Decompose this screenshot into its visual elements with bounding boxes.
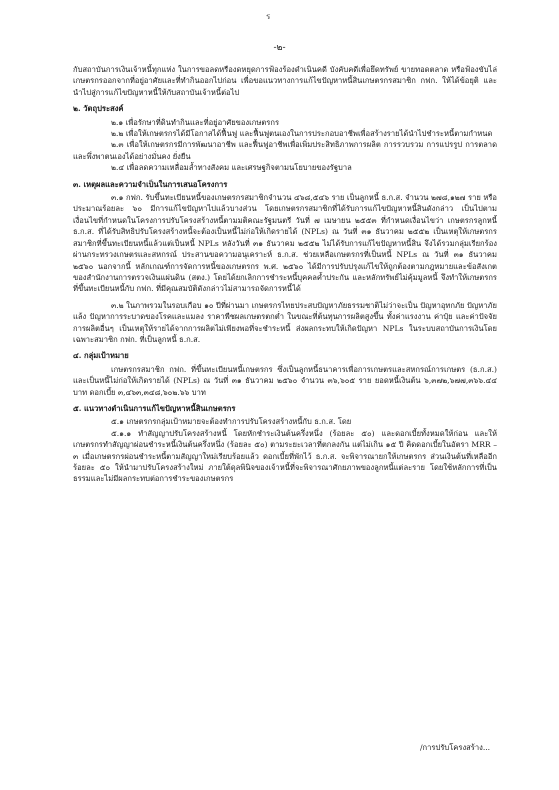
approach-5-1: ๕.๑ เกษตรกรกลุ่มเป้าหมายจะต้องทำการปรับโครงสร้างหนี้กับ ธ.ก.ส. โดย <box>111 417 352 427</box>
section-4-heading: ๔. กลุ่มเป้าหมาย <box>73 351 129 361</box>
objective-2-3: ๒.๓ เพื่อให้เกษตรกรมีการพัฒนาอาชีพ และฟื้นฟูอาชีพเพื่อเพิ่มประสิทธิภาพการผลิต การรวบรวม การแปรรูป การตลาด และพึ่งพาตนเองได้อย่างมั่นคง ยั่งยืน <box>73 140 497 161</box>
approach-5-1-1: ๕.๑.๑ ทำสัญญาปรับโครงสร้างหนี้ โดยหักชำระเงินต้นครึ่งหนึ่ง (ร้อยละ ๕๐) และดอกเบี้ยทั้งหมดให้ก่อน และให้เกษตรกรทำสัญญาผ่อนชำระหนี้เงินต้นครึ่งหนึ่ง (ร้อยละ ๕๐) ตามระยะเวลาที่ตกลงกัน แต่ไม่เกิน ๑๕ ปี คิดดอกเบี้ยในอัตรา MRR – ๓ เมื่อเกษตรกรผ่อนชำระหนี้ตามสัญญาใหม่เรียบร้อยแล้ว ดอกเบี้ยที่พักไว้ ธ.ก.ส. จะพิจารณายกให้เกษตรกร ส่วนเงินต้นที่เหลืออีกร้อยละ ๕๐ ให้นำมาปรับโครงสร้างใหม่ ภายใต้ดุลพินิจของเจ้าหนี้ที่จะพิจารณาศักยภาพของลูกหนี้แต่ละราย โดยใช้หลักการที่เป็นธรรมและไม่มีผลกระทบต่อการชำระของเกษตรกร <box>73 428 497 484</box>
objective-2-2: ๒.๒ เพื่อให้เกษตรกรได้มีโอกาสได้ฟื้นฟู และฟื้นฟูตนเองในการประกอบอาชีพเพื่อสร้างรายได้นำไปชำระหนี้ตามกำหนด <box>111 129 493 139</box>
objective-2-1: ๒.๑ เพื่อรักษาที่ดินทำกินและที่อยู่อาศัยของเกษตรกร <box>111 117 280 127</box>
continuation-text: /การปรับโครงสร้าง... <box>420 743 491 752</box>
reason-3-1: ๓.๑ กฟก. รับขึ้นทะเบียนหนี้ของเกษตรกรสมาชิกจำนวน ๔๖๘,๕๔๖ ราย เป็นลูกหนี้ ธ.ก.ส. จำนวน ๒๗๘,๑๒๗ ราย หรือประมาณร้อยละ ๖๐ มีการแก้ไขปัญหาไปแล้วบางส่วน โดยเกษตรกรสมาชิกที่ได้รับการแก้ไขปัญหาหนี้สินดังกล่าว เป็นไปตามเงื่อนไขที่กำหนดในโครงการปรับโครงสร้างหนี้ตามมติคณะรัฐมนตรี วันที่ ๗ เมษายน ๒๕๕๓ ที่กำหนดเงื่อนไขว่า เกษตรกรลูกหนี้ ธ.ก.ส. ที่ได้รับสิทธิปรับโครงสร้างหนี้จะต้องเป็นหนี้ไม่ก่อให้เกิดรายได้ (NPLs) ณ วันที่ ๓๑ ธันวาคม ๒๕๕๒ เป็นเหตุให้เกษตรกรสมาชิกที่ขึ้นทะเบียนหนี้แล้วแต่เป็นหนี้ NPLs หลังวันที่ ๓๑ ธันวาคม ๒๕๕๒ ไม่ได้รับการแก้ไขปัญหาหนี้สิน จึงได้รวมกลุ่มเรียกร้องผ่านกระทรวงเกษตรและสหกรณ์ ประสานขอความอนุเคราะห์ ธ.ก.ส. ช่วยเหลือเกษตรกรที่เป็นหนี้ NPLs ณ วันที่ ๓๑ ธันวาคม ๒๕๖๐ นอกจากนี้ หลักเกณฑ์การจัดการหนี้ของเกษตรกร พ.ศ. ๒๕๖๐ ได้มีการปรับปรุงแก้ไขให้ถูกต้องตามกฎหมายและข้อสังเกตของสำนักงานการตรวจเงินแผ่นดิน (สตง.) โดยได้ยกเลิกการชำระหนี้บุคคลค้ำประกัน และหลักทรัพย์ไม่คุ้มมูลหนี้ จึงทำให้เกษตรกรที่ขึ้นทะเบียนหนี้กับ กฟก. ที่มีคุณสมบัติดังกล่าวไม่สามารถจัดการหนี้ได้ <box>73 193 497 294</box>
page-mark: ร <box>266 12 271 21</box>
section-2-heading: ๒. วัตถุประสงค์ <box>73 104 124 114</box>
page-number: -๒- <box>273 43 286 53</box>
objective-2-4: ๒.๔ เพื่อลดความเหลื่อมล้ำทางสังคม และเศรษฐกิจตามนโยบายของรัฐบาล <box>111 163 352 173</box>
target-group-text: เกษตรกรสมาชิก กฟก. ที่ขึ้นทะเบียนหนี้เกษตรกร ซึ่งเป็นลูกหนี้ธนาคารเพื่อการเกษตรและสหกรณ์การเกษตร (ธ.ก.ส.) และเป็นหนี้ไม่ก่อให้เกิดรายได้ (NPLs) ณ วันที่ ๓๑ ธันวาคม ๒๕๖๐ จำนวน ๓๖,๖๐๕ ราย ยอดหนี้เงินต้น ๖,๓๗๒,๖๗๗,๓๖๖.๔๔ บาท ดอกเบี้ย ๓,๔๖๓,๓๔๘,๖๐๒.๖๖ บาท <box>73 364 497 397</box>
section-3-heading: ๓. เหตุผลและความจำเป็นในการเสนอโครงการ <box>73 179 228 189</box>
intro-paragraph: กับสถาบันการเงินเจ้าหนี้ทุกแห่ง ในการขอลดหรืองดหยุดการฟ้องร้องดำเนินคดี บังคับคดีเพื่อยึดทรัพย์ ขายทอดตลาด หรือฟ้องขับไล่เกษตรกรออกจากที่อยู่อาศัยและที่ทำกินออกไปก่อน เพื่อขอแนวทางการแก้ไขปัญหาหนี้สินเกษตรกรสมาชิก กฟก. ให้ได้ข้อยุติ และนำไปสู่การแก้ไขปัญหาหนี้ให้กับสถาบันเจ้าหนี้ต่อไป <box>73 65 497 97</box>
section-5-heading: ๕. แนวทางดำเนินการแก้ไขปัญหาหนี้สินเกษตรกร <box>73 403 236 413</box>
reason-3-2: ๓.๒ ในภาพรวมในรอบเกือบ ๑๐ ปีที่ผ่านมา เกษตรกรไทยประสบปัญหาภัยธรรมชาติไม่ว่าจะเป็น ปัญหาอุทกภัย ปัญหาภัยแล้ง ปัญหาการระบาดของโรคและแมลง ราคาพืชผลเกษตรตกต่ำ ในขณะที่ต้นทุนการผลิตสูงขึ้น ทั้งค่าแรงงาน ค่าปุ๋ย และค่าปัจจัยการผลิตอื่นๆ เป็นเหตุให้รายได้จากการผลิตไม่เพียงพอที่จะชำระหนี้ ส่งผลกระทบให้เกิดปัญหา NPLs ในระบบสถาบันการเงินโดยเฉพาะสมาชิก กฟก. ที่เป็นลูกหนี้ ธ.ก.ส. <box>73 300 497 344</box>
document-body <box>73 64 497 485</box>
